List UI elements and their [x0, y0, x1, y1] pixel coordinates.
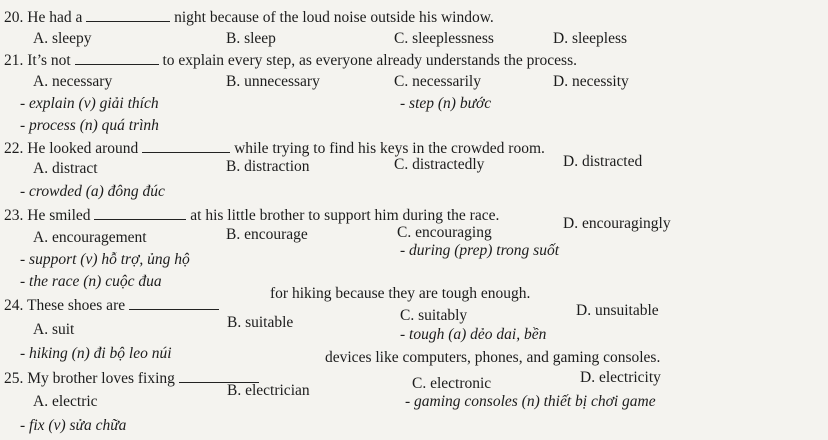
answer-blank [86, 7, 170, 22]
answer-blank [129, 295, 219, 310]
question-23-stem: 23. He smiled at his little brother to support him during the race. [4, 207, 500, 224]
option-c: C. necessarily [394, 73, 481, 90]
vocab-note: - explain (v) giải thích [20, 95, 159, 112]
option-b: B. sleep [226, 30, 276, 47]
option-a: A. encouragement [33, 229, 147, 246]
option-a: A. electric [33, 393, 98, 410]
vocab-note: - hiking (n) đi bộ leo núi [20, 345, 172, 362]
answer-blank [75, 50, 159, 65]
question-20-stem: 20. He had a night because of the loud noise outside his window. [4, 9, 494, 26]
option-b: B. unnecessary [226, 73, 320, 90]
vocab-note: - tough (a) dẻo dai, bền [400, 326, 547, 343]
option-a: A. distract [33, 160, 98, 177]
vocab-note: - the race (n) cuộc đua [20, 273, 162, 290]
vocab-note: - gaming consoles (n) thiết bị chơi game [405, 393, 656, 410]
option-b: B. electrician [227, 382, 310, 399]
answer-blank [179, 368, 259, 383]
option-a: A. sleepy [33, 30, 92, 47]
vocab-note: - process (n) quá trình [20, 117, 159, 134]
option-d: D. necessity [553, 73, 629, 90]
option-b: B. encourage [226, 226, 308, 243]
vocab-note: - step (n) bước [400, 95, 492, 112]
question-25-stem-rest: devices like computers, phones, and gaming consoles. [325, 349, 661, 366]
option-d: D. electricity [580, 369, 661, 386]
vocab-note: - crowded (a) đông đúc [20, 183, 165, 200]
option-c: C. sleeplessness [394, 30, 494, 47]
option-d: D. encouragingly [563, 215, 671, 232]
option-b: B. distraction [226, 158, 310, 175]
option-c: C. distractedly [394, 156, 485, 173]
question-25-stem: 25. My brother loves fixing [4, 368, 259, 388]
vocab-note: - fix (v) sửa chữa [20, 417, 127, 434]
option-a: A. suit [33, 321, 75, 338]
option-d: D. sleepless [553, 30, 628, 47]
option-c: C. electronic [412, 375, 492, 392]
vocab-note: - support (v) hỗ trợ, ủng hộ [20, 251, 190, 268]
question-24-stem: 24. These shoes are [4, 295, 219, 315]
option-d: D. distracted [563, 153, 643, 170]
question-21-stem: 21. It’s not to explain every step, as everyone already understands the process. [4, 52, 577, 69]
vocab-note: - during (prep) trong suốt [400, 242, 560, 259]
question-22-stem: 22. He looked around while trying to find his keys in the crowded room. [4, 140, 545, 157]
option-d: D. unsuitable [576, 302, 659, 319]
option-a: A. necessary [33, 73, 113, 90]
option-c: C. suitably [400, 307, 468, 324]
option-c: C. encouraging [397, 224, 492, 241]
answer-blank [94, 205, 186, 220]
answer-blank [142, 138, 230, 153]
question-24-stem-rest: for hiking because they are tough enough. [270, 285, 531, 302]
option-b: B. suitable [227, 314, 294, 331]
